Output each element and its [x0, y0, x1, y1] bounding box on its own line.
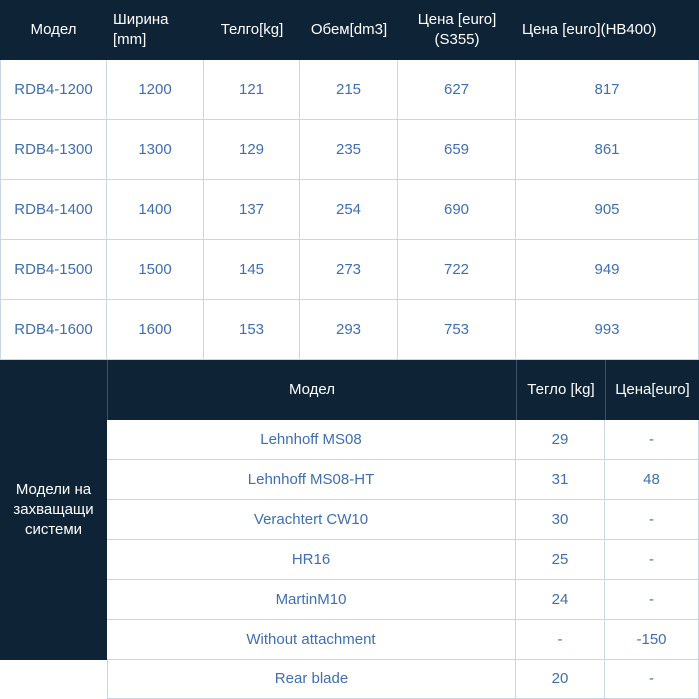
table-row-weight: 153 — [204, 300, 300, 360]
table-row-volume: 215 — [300, 60, 398, 120]
attachment-row-model: Lehnhoff MS08-HT — [107, 460, 516, 500]
table-row-width: 1500 — [107, 240, 204, 300]
attachment-systems-label-line1: Модели на — [15, 481, 92, 498]
table-row-price-s355: 627 — [398, 60, 516, 120]
attachment-systems-label — [0, 360, 107, 660]
attachment-row-price: - — [605, 540, 699, 580]
header-width-line2: [mm] — [113, 31, 147, 48]
side-label-filler — [0, 660, 107, 699]
table-row-model: RDB4-1600 — [0, 300, 107, 360]
table-row-price-s355: 722 — [398, 240, 516, 300]
header-volume: Обем[dm3] — [300, 0, 398, 60]
table-row-weight: 145 — [204, 240, 300, 300]
table-row-price-s355: 690 — [398, 180, 516, 240]
attachment-row-weight: 31 — [516, 460, 605, 500]
table-row-price-s355: 659 — [398, 120, 516, 180]
table-row-weight: 121 — [204, 60, 300, 120]
attachment-row-model: Rear blade — [107, 660, 516, 699]
header-model: Модел — [0, 0, 107, 60]
table-row-volume: 293 — [300, 300, 398, 360]
attachment-row-weight: - — [516, 620, 605, 660]
attachment-row-price: 48 — [605, 460, 699, 500]
table-row-volume: 254 — [300, 180, 398, 240]
attachment-row-price: -150 — [605, 620, 699, 660]
table-row-width: 1200 — [107, 60, 204, 120]
table-row-price-hb400: 861 — [516, 120, 699, 180]
attachment-row-weight: 24 — [516, 580, 605, 620]
attachment-systems-label-line2: захващащи — [13, 501, 94, 518]
table-row-model: RDB4-1200 — [0, 60, 107, 120]
table-row-model: RDB4-1300 — [0, 120, 107, 180]
table-row-price-hb400: 949 — [516, 240, 699, 300]
header-width — [107, 0, 204, 60]
attachment-row-model: Lehnhoff MS08 — [107, 420, 516, 460]
header-price-hb400: Цена [euro](HB400) — [516, 0, 699, 60]
attachment-header-model: Модел — [107, 360, 516, 420]
table-row-model: RDB4-1500 — [0, 240, 107, 300]
table-row-price-hb400: 993 — [516, 300, 699, 360]
attachment-row-model: Verachtert CW10 — [107, 500, 516, 540]
table-row-price-hb400: 905 — [516, 180, 699, 240]
table-row-volume: 273 — [300, 240, 398, 300]
attachment-systems-label-line3: системи — [24, 521, 83, 538]
attachment-row-weight: 25 — [516, 540, 605, 580]
table-row-width: 1300 — [107, 120, 204, 180]
header-price-s355-line1: Цена [euro] — [417, 11, 497, 28]
attachment-row-model: MartinM10 — [107, 580, 516, 620]
table-row-volume: 235 — [300, 120, 398, 180]
attachment-row-price: - — [605, 420, 699, 460]
table-row-price-s355: 753 — [398, 300, 516, 360]
header-width-line1: Ширина — [113, 11, 169, 28]
table-row-model: RDB4-1400 — [0, 180, 107, 240]
table-row-weight: 129 — [204, 120, 300, 180]
attachment-row-price: - — [605, 580, 699, 620]
attachment-header-price: Цена[euro] — [605, 360, 699, 420]
attachment-header-weight: Тегло [kg] — [516, 360, 605, 420]
attachment-row-model: HR16 — [107, 540, 516, 580]
table-row-width: 1600 — [107, 300, 204, 360]
table-row-price-hb400: 817 — [516, 60, 699, 120]
attachment-row-weight: 20 — [516, 660, 605, 699]
header-price-s355 — [398, 0, 516, 60]
attachment-row-model: Without attachment — [107, 620, 516, 660]
attachment-row-weight: 29 — [516, 420, 605, 460]
header-price-s355-line2: (S355) — [434, 31, 480, 48]
table-row-weight: 137 — [204, 180, 300, 240]
attachment-row-price: - — [605, 660, 699, 699]
attachment-row-price: - — [605, 500, 699, 540]
attachment-row-weight: 30 — [516, 500, 605, 540]
table-row-width: 1400 — [107, 180, 204, 240]
header-weight: Телго[kg] — [204, 0, 300, 60]
